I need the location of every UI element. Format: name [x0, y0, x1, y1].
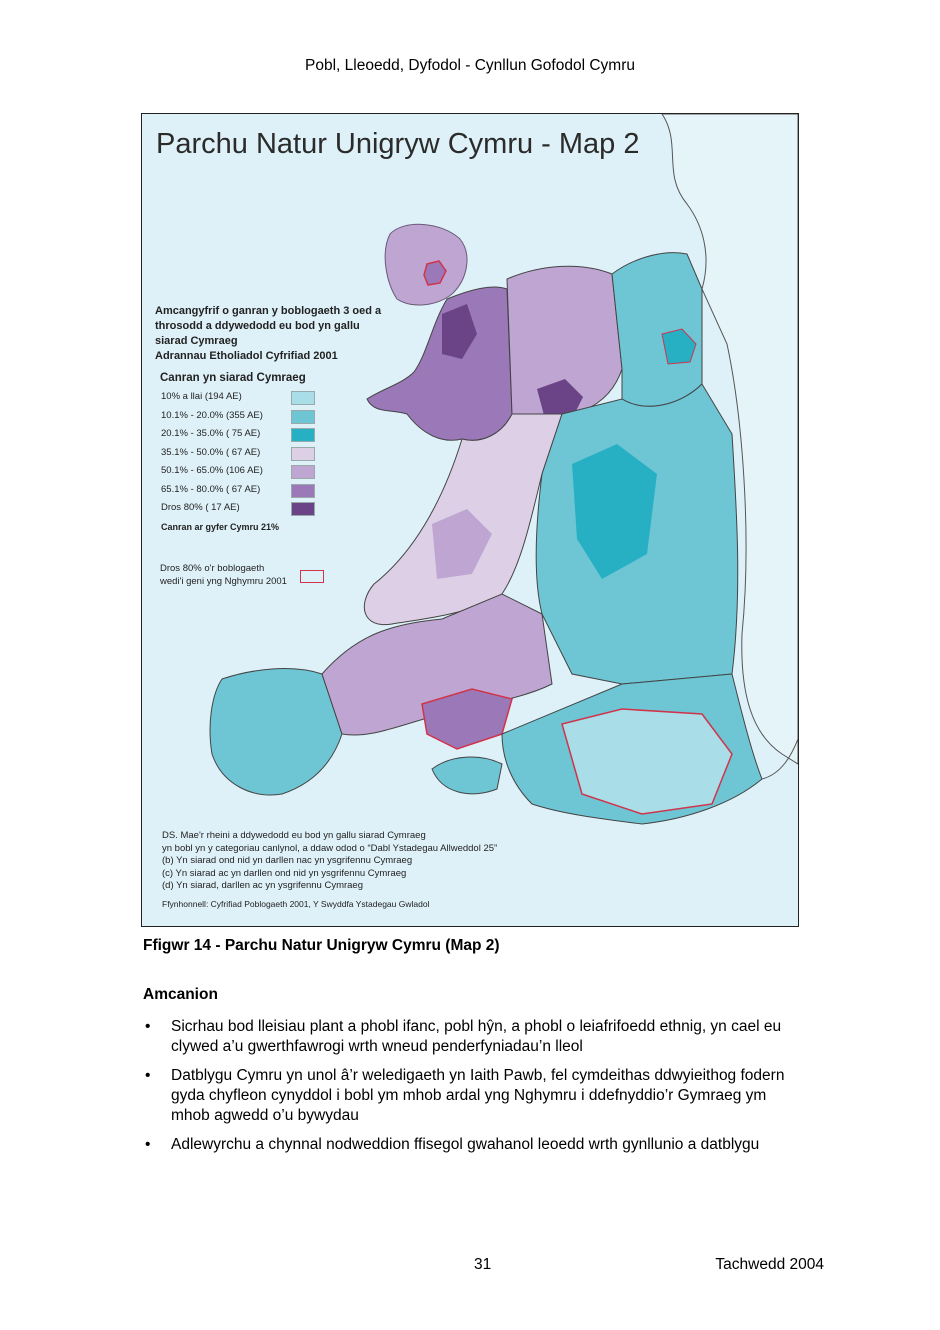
legend-red-swatch — [300, 570, 324, 583]
legend-red-line: wedi'i geni yng Nghymru 2001 — [160, 576, 287, 587]
legend-red-line: Dros 80% o'r boblogaeth — [160, 563, 265, 574]
list-item-text: Sicrhau bod lleisiau plant a phobl ifanc, pobl hŷn, a phobl o leiafrifoedd ethnig, yn cael eu clywed a’u gwerthfawrogi wrth wneud penderfyniadau’n lleol — [171, 1018, 782, 1055]
footer-date: Tachwedd 2004 — [715, 1256, 824, 1273]
bullet-icon: • — [145, 1018, 151, 1035]
legend-total: Canran ar gyfer Cymru 21% — [161, 521, 280, 532]
legend-heading-line: siarad Cymraeg — [155, 335, 238, 347]
list-item — [143, 1017, 803, 1057]
bullet-icon: • — [145, 1136, 151, 1153]
map-source: Ffynhonnell: Cyfrifiad Poblogaeth 2001, Y Swyddfa Ystadegau Gwladol — [162, 898, 430, 909]
legend-heading-line: throsodd a ddywedodd eu bod yn gallu — [155, 320, 360, 332]
section-heading: Amcanion — [143, 986, 218, 1003]
note-line: (c) Yn siarad ac yn darllen ond nid yn ysgrifennu Cymraeg — [162, 867, 407, 879]
note-line: (d) Yn siarad, darllen ac yn ysgrifennu Cymraeg — [162, 880, 364, 891]
list-item-text: Datblygu Cymru yn unol â’r weledigaeth yn Iaith Pawb, fel cymdeithas ddwyieithog fodern gyda chyfleon cynyddol i bobl ym mhob ardal yng Nghymru i ddefnyddio’r Gymraeg ym mhob agwedd o’u bywydau — [171, 1067, 785, 1124]
legend-red-outline — [160, 562, 287, 588]
legend-item — [155, 388, 415, 407]
legend-label: 35.1% - 50.0% ( 67 AE) — [161, 446, 261, 458]
legend-label: 50.1% - 65.0% (106 AE) — [161, 465, 263, 476]
legend-item — [155, 425, 415, 444]
legend-heading-line: Adrannau Etholiadol Cyfrifiad 2001 — [155, 350, 338, 362]
legend-swatch — [291, 502, 315, 516]
legend-label: 65.1% - 80.0% ( 67 AE) — [161, 483, 261, 495]
legend-item — [155, 499, 415, 518]
pembrokeshire-region — [210, 669, 342, 795]
legend-swatch — [291, 428, 315, 442]
legend-label: Dros 80% ( 17 AE) — [161, 502, 240, 513]
list-item — [143, 1135, 803, 1155]
list-item-text: Adlewyrchu a chynnal nodweddion ffisegol gwahanol leoedd wrth gynllunio a datblygu — [171, 1136, 760, 1153]
map-notes — [162, 830, 497, 910]
map-legend — [155, 304, 415, 532]
figure-caption: Ffigwr 14 - Parchu Natur Unigryw Cymru (Map 2) — [143, 937, 500, 954]
legend-item — [155, 481, 415, 500]
legend-item — [155, 444, 415, 463]
page-number: 31 — [474, 1256, 492, 1273]
legend-heading-line: Amcangyfrif o ganran y boblogaeth 3 oed a — [155, 305, 382, 317]
legend-swatch — [291, 465, 315, 479]
legend-swatch — [291, 484, 315, 498]
legend-swatch — [291, 410, 315, 424]
legend-items — [155, 388, 415, 518]
objectives-list — [143, 1017, 803, 1164]
map-figure — [141, 113, 799, 927]
legend-swatch — [291, 447, 315, 461]
legend-swatch — [291, 391, 315, 405]
legend-item — [155, 407, 415, 426]
legend-label: 20.1% - 35.0% ( 75 AE) — [161, 428, 261, 439]
running-header: Pobl, Lleoedd, Dyfodol - Cynllun Gofodol Cymru — [305, 57, 635, 74]
note-line: DS. Mae'r rheini a ddywedodd eu bod yn gallu siarad Cymraeg — [162, 830, 426, 841]
list-item — [143, 1066, 803, 1126]
bullet-icon: • — [145, 1067, 151, 1084]
map-title: Parchu Natur Unigryw Cymru - Map 2 — [156, 128, 640, 160]
legend-label: 10.1% - 20.0% (355 AE) — [161, 409, 263, 421]
legend-heading — [155, 304, 415, 364]
gower — [432, 757, 502, 794]
legend-item — [155, 462, 415, 481]
note-line: (b) Yn siarad ond nid yn darllen nac yn ysgrifennu Cymraeg — [162, 855, 413, 866]
note-line: yn bobl yn y categoriau canlynol, a ddaw odod o “Dabl Ystadegau Allweddol 25” — [162, 842, 498, 854]
legend-label: 10% a llai (194 AE) — [161, 391, 242, 402]
legend-subheading: Canran yn siarad Cymraeg — [160, 372, 306, 384]
north-east-region — [612, 253, 702, 407]
